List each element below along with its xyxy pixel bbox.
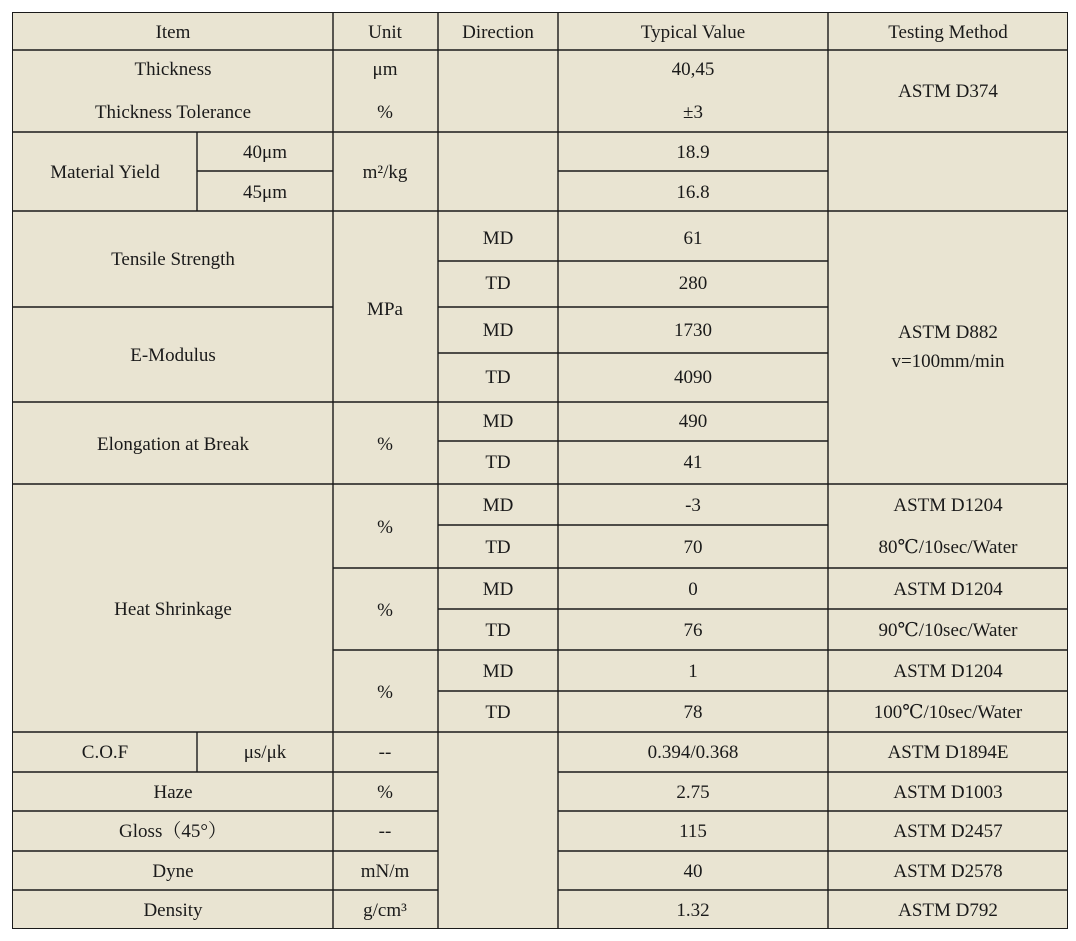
material-yield-unit: m²/kg xyxy=(362,162,408,183)
elongation-value-td: 41 xyxy=(683,452,703,473)
row-e-modulus xyxy=(130,320,712,388)
density-label: Density xyxy=(143,900,203,921)
elongation-label: Elongation at Break xyxy=(97,434,249,455)
heat-shrinkage-method-3: ASTM D1204 xyxy=(893,661,1003,682)
astm-d882-method: ASTM D882 xyxy=(898,322,998,343)
cof-unit: -- xyxy=(378,742,392,763)
row-material-yield xyxy=(50,142,709,203)
heat-shrinkage-value-md-1: -3 xyxy=(685,495,701,516)
heat-shrinkage-unit-2: % xyxy=(377,600,393,621)
heat-shrinkage-method-2: ASTM D1204 xyxy=(893,579,1003,600)
dyne-method: ASTM D2578 xyxy=(893,861,1003,882)
thickness-value: 40,45 xyxy=(671,59,715,80)
heat-shrinkage-label: Heat Shrinkage xyxy=(114,599,232,620)
e-modulus-value-td: 4090 xyxy=(674,367,712,388)
gloss-value: 115 xyxy=(679,821,707,842)
spec-table xyxy=(12,12,1068,929)
haze-value: 2.75 xyxy=(676,782,710,803)
row-dyne xyxy=(152,861,1002,882)
heat-shrinkage-direction-td-3: TD xyxy=(485,702,511,723)
gloss-unit: -- xyxy=(378,821,392,842)
table-header xyxy=(156,22,1009,43)
e-modulus-value-md: 1730 xyxy=(674,320,712,341)
material-yield-value-45: 16.8 xyxy=(676,182,710,203)
density-unit: g/cm³ xyxy=(363,900,407,921)
row-gloss xyxy=(119,820,1003,842)
dyne-value: 40 xyxy=(683,861,703,882)
heat-shrinkage-direction-md-2: MD xyxy=(482,579,514,600)
astm-d882-condition: v=100mm/min xyxy=(891,351,1005,372)
header-testing-method: Testing Method xyxy=(888,22,1008,43)
dyne-unit: mN/m xyxy=(360,861,410,882)
row-density xyxy=(143,900,997,921)
heat-shrinkage-direction-md-1: MD xyxy=(482,495,514,516)
cof-value: 0.394/0.368 xyxy=(647,742,739,763)
dyne-label: Dyne xyxy=(152,861,194,882)
gloss-method: ASTM D2457 xyxy=(893,821,1003,842)
header-item: Item xyxy=(155,22,191,43)
spec-table-grid xyxy=(13,13,1068,929)
material-yield-sub-45: 45μm xyxy=(243,182,287,203)
elongation-direction-md: MD xyxy=(482,411,514,432)
elongation-value-md: 490 xyxy=(678,411,708,432)
heat-shrinkage-value-md-3: 1 xyxy=(688,661,698,682)
material-yield-sub-40: 40μm xyxy=(243,142,287,163)
thickness-tolerance-unit: % xyxy=(377,102,393,123)
thickness-tolerance-label: Thickness Tolerance xyxy=(94,102,252,123)
e-modulus-direction-td: TD xyxy=(485,367,511,388)
row-tensile-strength xyxy=(111,228,707,320)
material-yield-label: Material Yield xyxy=(50,162,160,183)
cof-sub: μs/μk xyxy=(243,742,287,763)
heat-shrinkage-value-md-2: 0 xyxy=(688,579,698,600)
cof-label: C.O.F xyxy=(81,742,129,763)
gloss-label: Gloss（45°） xyxy=(119,821,227,842)
e-modulus-label: E-Modulus xyxy=(130,345,216,366)
method-astm-d882 xyxy=(891,322,1005,372)
density-value: 1.32 xyxy=(676,900,710,921)
thickness-method: ASTM D374 xyxy=(898,81,998,102)
mpa-unit: MPa xyxy=(367,299,403,320)
tensile-direction-md: MD xyxy=(482,228,514,249)
heat-shrinkage-unit-3: % xyxy=(377,682,393,703)
tensile-strength-label: Tensile Strength xyxy=(111,249,235,270)
heat-shrinkage-value-td-2: 76 xyxy=(683,620,703,641)
heat-shrinkage-value-td-3: 78 xyxy=(683,702,703,723)
header-typical-value: Typical Value xyxy=(640,22,746,43)
row-thickness xyxy=(95,59,998,123)
tensile-value-td: 280 xyxy=(678,273,708,294)
density-method: ASTM D792 xyxy=(898,900,998,921)
row-cof xyxy=(82,742,1009,763)
haze-unit: % xyxy=(377,782,393,803)
elongation-direction-td: TD xyxy=(485,452,511,473)
heat-shrinkage-direction-td-1: TD xyxy=(485,537,511,558)
haze-label: Haze xyxy=(153,782,193,803)
thickness-unit: μm xyxy=(372,59,398,80)
heat-shrinkage-direction-md-3: MD xyxy=(482,661,514,682)
cof-method: ASTM D1894E xyxy=(887,742,1009,763)
header-direction: Direction xyxy=(462,22,534,43)
heat-shrinkage-condition-3: 100℃/10sec/Water xyxy=(873,702,1023,723)
heat-shrinkage-unit-1: % xyxy=(377,517,393,538)
thickness-label: Thickness xyxy=(134,59,212,80)
header-unit: Unit xyxy=(368,22,402,43)
thickness-tolerance-value: ±3 xyxy=(683,102,703,123)
haze-method: ASTM D1003 xyxy=(893,782,1003,803)
heat-shrinkage-condition-2: 90℃/10sec/Water xyxy=(878,620,1018,641)
heat-shrinkage-method-1: ASTM D1204 xyxy=(893,495,1003,516)
material-yield-value-40: 18.9 xyxy=(676,142,710,163)
heat-shrinkage-direction-td-2: TD xyxy=(485,620,511,641)
heat-shrinkage-condition-1: 80℃/10sec/Water xyxy=(878,537,1018,558)
tensile-direction-td: TD xyxy=(485,273,511,294)
elongation-unit: % xyxy=(377,434,393,455)
tensile-value-md: 61 xyxy=(683,228,703,249)
e-modulus-direction-md: MD xyxy=(482,320,514,341)
row-haze xyxy=(153,782,1002,803)
row-elongation xyxy=(97,411,707,473)
heat-shrinkage-value-td-1: 70 xyxy=(683,537,703,558)
